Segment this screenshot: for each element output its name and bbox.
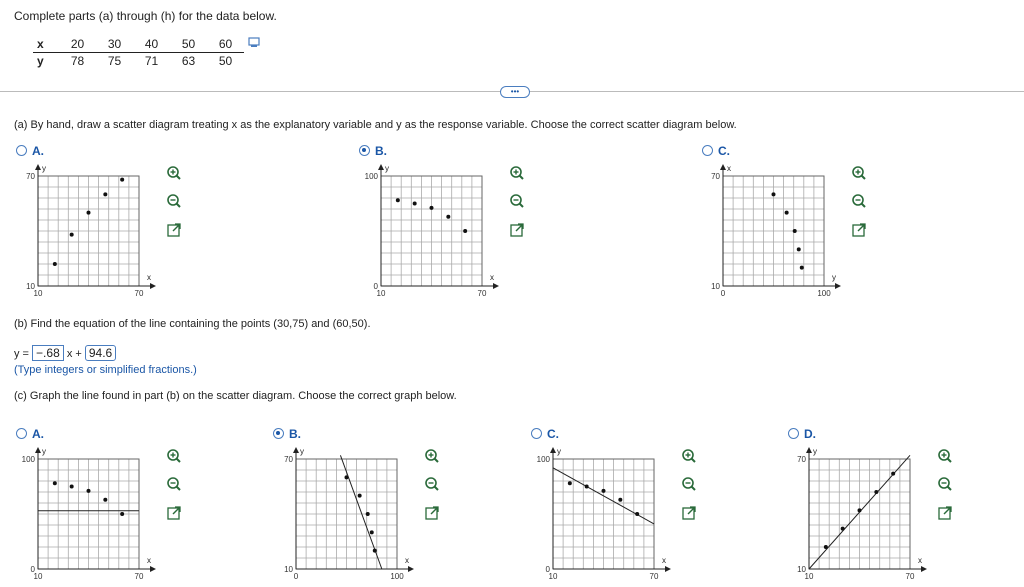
x-axis-label: x xyxy=(147,273,151,282)
data-point xyxy=(858,508,862,512)
y-cell: 75 xyxy=(107,54,122,68)
y-axis-arrow-icon xyxy=(720,164,726,170)
data-point xyxy=(772,192,776,196)
y-header: y xyxy=(37,54,44,68)
x-axis-arrow-icon xyxy=(493,283,499,289)
y-tick-label: 70 xyxy=(711,172,720,181)
eq-prefix: y = xyxy=(14,348,29,360)
x-tick-label: 100 xyxy=(390,572,404,581)
data-point xyxy=(70,485,74,489)
data-point xyxy=(635,512,639,516)
intercept-input[interactable]: 94.6 xyxy=(85,345,116,361)
data-point xyxy=(793,229,797,233)
part-a-option-c[interactable]: C. xyxy=(702,142,730,160)
data-point xyxy=(120,178,124,182)
zoom-out-icon[interactable] xyxy=(426,478,438,490)
data-point xyxy=(370,530,374,534)
equation-row xyxy=(14,345,116,361)
x-tick-label: 70 xyxy=(134,289,144,298)
y-tick-label: 70 xyxy=(26,172,35,181)
data-table xyxy=(33,36,244,69)
data-point xyxy=(874,490,878,494)
x-tick-label: 100 xyxy=(817,289,831,298)
x-axis-arrow-icon xyxy=(921,566,927,572)
x-axis-label: y xyxy=(832,273,836,282)
y-axis-arrow-icon xyxy=(378,164,384,170)
y-axis-arrow-icon xyxy=(293,447,299,453)
zoom-in-icon[interactable] xyxy=(426,450,438,462)
data-point xyxy=(618,498,622,502)
slope-input[interactable]: −.68 xyxy=(32,345,64,361)
x-axis-label: x xyxy=(147,556,151,565)
external-link-icon[interactable] xyxy=(511,224,523,236)
x-tick-label: 10 xyxy=(804,572,814,581)
part-c-option-a[interactable]: A. xyxy=(16,425,44,443)
data-point xyxy=(800,266,804,270)
data-point xyxy=(103,498,107,502)
x-tick-label: 70 xyxy=(905,572,915,581)
radio-icon[interactable] xyxy=(702,145,713,156)
data-point xyxy=(103,192,107,196)
x-axis-label: x xyxy=(405,556,409,565)
zoom-out-icon[interactable] xyxy=(853,195,865,207)
zoom-in-icon[interactable] xyxy=(853,167,865,179)
radio-selected-icon[interactable] xyxy=(359,145,370,156)
radio-selected-icon[interactable] xyxy=(273,428,284,439)
chart-part-a-b xyxy=(348,160,538,300)
y-axis-label: y xyxy=(42,447,46,456)
data-point xyxy=(358,494,362,498)
x-cell: 50 xyxy=(170,36,207,53)
zoom-out-icon[interactable] xyxy=(168,478,180,490)
zoom-in-icon[interactable] xyxy=(939,450,951,462)
x-tick-label: 0 xyxy=(720,289,726,298)
y-cell: 78 xyxy=(70,54,85,68)
data-point xyxy=(841,527,845,531)
part-c-option-c[interactable]: C. xyxy=(531,425,559,443)
external-link-icon[interactable] xyxy=(939,507,951,519)
y-axis-label: y xyxy=(813,447,817,456)
expand-button[interactable]: ••• xyxy=(500,86,530,98)
x-axis-arrow-icon xyxy=(665,566,671,572)
y-axis-label: y xyxy=(42,164,46,173)
part-a-option-a[interactable]: A. xyxy=(16,142,44,160)
x-tick-label: 10 xyxy=(376,289,386,298)
data-point xyxy=(120,512,124,516)
part-b-question: (b) Find the equation of the line containing the points (30,75) and (60,50). xyxy=(14,318,371,330)
chart-part-c-c xyxy=(520,443,710,583)
data-point xyxy=(785,211,789,215)
y-cell: 63 xyxy=(181,54,196,68)
data-point xyxy=(568,481,572,485)
zoom-in-icon[interactable] xyxy=(683,450,695,462)
y-axis-arrow-icon xyxy=(35,164,41,170)
part-c-option-b[interactable]: B. xyxy=(273,425,301,443)
y-cell: 71 xyxy=(144,54,159,68)
data-point xyxy=(53,481,57,485)
chart-part-a-a xyxy=(5,160,195,300)
part-a-option-b[interactable]: B. xyxy=(359,142,387,160)
data-point xyxy=(797,247,801,251)
y-tick-label: 0 xyxy=(545,565,550,574)
data-point xyxy=(585,485,589,489)
part-c-option-d[interactable]: D. xyxy=(788,425,816,443)
part-c-question: (c) Graph the line found in part (b) on the scatter diagram. Choose the correct graph below. xyxy=(14,390,457,402)
chart-part-c-d xyxy=(776,443,966,583)
data-point xyxy=(53,262,57,266)
data-point xyxy=(602,489,606,493)
external-link-icon[interactable] xyxy=(683,507,695,519)
x-tick-label: 70 xyxy=(134,572,144,581)
x-axis-arrow-icon xyxy=(408,566,414,572)
x-cell: 60 xyxy=(207,36,244,53)
chart-part-c-b xyxy=(263,443,453,583)
data-point xyxy=(446,215,450,219)
x-axis-arrow-icon xyxy=(150,566,156,572)
x-axis-label: x xyxy=(918,556,922,565)
radio-icon[interactable] xyxy=(16,428,27,439)
y-axis-label: x xyxy=(727,164,731,173)
y-axis-label: y xyxy=(557,447,561,456)
zoom-out-icon[interactable] xyxy=(511,195,523,207)
y-tick-label: 10 xyxy=(284,565,293,574)
data-point xyxy=(413,202,417,206)
x-tick-label: 10 xyxy=(33,572,43,581)
x-cell: 20 xyxy=(59,36,96,53)
x-tick-label: 10 xyxy=(548,572,558,581)
data-point xyxy=(345,475,349,479)
y-cell: 50 xyxy=(218,54,233,68)
external-link-icon[interactable] xyxy=(168,507,180,519)
y-tick-label: 100 xyxy=(536,455,550,464)
data-point xyxy=(824,545,828,549)
x-axis-label: x xyxy=(490,273,494,282)
x-tick-label: 10 xyxy=(33,289,43,298)
x-axis-arrow-icon xyxy=(150,283,156,289)
x-cell: 30 xyxy=(96,36,133,53)
external-link-icon[interactable] xyxy=(853,224,865,236)
radio-icon[interactable] xyxy=(531,428,542,439)
chart-part-c-a xyxy=(5,443,195,583)
y-tick-label: 100 xyxy=(21,455,35,464)
y-tick-label: 10 xyxy=(26,282,35,291)
x-header: x xyxy=(33,36,59,53)
radio-icon[interactable] xyxy=(788,428,799,439)
zoom-in-icon[interactable] xyxy=(168,167,180,179)
data-point xyxy=(891,472,895,476)
zoom-in-icon[interactable] xyxy=(168,450,180,462)
y-axis-arrow-icon xyxy=(806,447,812,453)
y-tick-label: 100 xyxy=(364,172,378,181)
x-axis-arrow-icon xyxy=(835,283,841,289)
x-axis-label: x xyxy=(662,556,666,565)
y-tick-label: 70 xyxy=(797,455,806,464)
copy-data-icon[interactable] xyxy=(248,37,260,48)
zoom-out-icon[interactable] xyxy=(683,478,695,490)
external-link-icon[interactable] xyxy=(426,507,438,519)
data-point xyxy=(366,512,370,516)
y-axis-arrow-icon xyxy=(35,447,41,453)
x-tick-label: 70 xyxy=(477,289,487,298)
y-tick-label: 10 xyxy=(711,282,720,291)
y-tick-label: 10 xyxy=(797,565,806,574)
chart-part-a-c xyxy=(690,160,880,300)
zoom-out-icon[interactable] xyxy=(939,478,951,490)
hint: (Type integers or simplified fractions.) xyxy=(14,364,197,376)
external-link-icon[interactable] xyxy=(168,224,180,236)
zoom-in-icon[interactable] xyxy=(511,167,523,179)
y-tick-label: 0 xyxy=(373,282,378,291)
data-point xyxy=(430,206,434,210)
data-point xyxy=(373,549,377,553)
instructions: Complete parts (a) through (h) for the data below. xyxy=(14,9,277,23)
x-tick-label: 70 xyxy=(649,572,659,581)
y-axis-label: y xyxy=(385,164,389,173)
y-tick-label: 70 xyxy=(284,455,293,464)
data-point xyxy=(87,489,91,493)
eq-mid: x + xyxy=(66,348,82,360)
y-tick-label: 0 xyxy=(30,565,35,574)
radio-icon[interactable] xyxy=(16,145,27,156)
data-point xyxy=(463,229,467,233)
zoom-out-icon[interactable] xyxy=(168,195,180,207)
y-axis-label: y xyxy=(300,447,304,456)
y-axis-arrow-icon xyxy=(550,447,556,453)
x-tick-label: 0 xyxy=(293,572,299,581)
x-cell: 40 xyxy=(133,36,170,53)
data-point xyxy=(70,233,74,237)
data-point xyxy=(87,211,91,215)
part-a-question: (a) By hand, draw a scatter diagram treating x as the explanatory variable and y as the response variable. Choose the correct scatter diagram below. xyxy=(14,119,737,131)
data-point xyxy=(396,198,400,202)
